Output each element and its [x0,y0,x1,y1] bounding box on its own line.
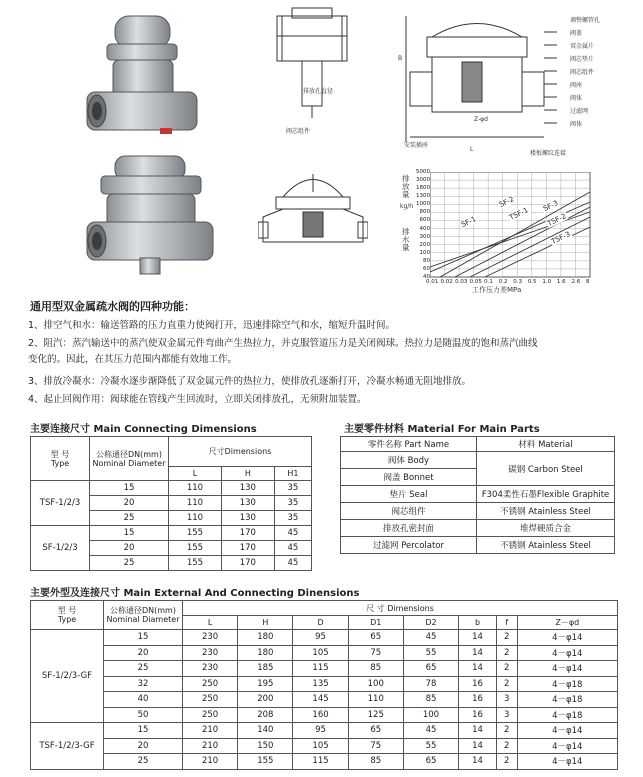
ext-h-dims: 尺 寸 Dimensions [183,601,618,616]
table-cell: 155 [169,556,222,571]
chart-xtick: 0.05 [469,279,482,285]
mat-material-cell: 不锈钢 Atainless Steel [477,537,615,554]
conn-h-dims: 尺寸Dimensions [169,437,312,467]
table-row [31,754,618,770]
chart-ylabel-bottom: 排水量 [402,227,410,252]
conn-h-H1: H1 [274,467,311,481]
cross-section-drawing [258,162,368,262]
table-cell: 14 [459,723,497,739]
chart-ytick: 1000 [416,201,430,208]
table-cell: 2 [496,645,517,661]
conn-h-type-en: Type [50,458,70,468]
function-line-3: 变化的。因此，在其压力范围内都能有效地工作。 [28,354,238,365]
table-cell: 45 [403,723,458,739]
chart-series-labels [450,180,590,260]
table-cell: 14 [459,661,497,677]
table-cell: 95 [293,630,348,646]
table-cell: 14 [459,645,497,661]
table-row [341,537,615,554]
function-line-4: 3、排放冷凝水：冷凝水逐步渐降低了双金属元件的热拉力，使排放孔逐渐打开，冷凝水畅通无阻地排放。 [28,376,472,387]
callout-2: 阀盖 [570,30,583,37]
chart-ylabel-unit: kg/h [400,203,414,210]
table-cell: 4－φ14 [517,754,617,770]
table-cell: 65 [348,723,403,739]
table-cell: 35 [274,496,311,511]
table-cell: 15 [104,630,183,646]
chart-ytick: 3000 [416,177,430,184]
callout-8: 过滤网 [570,108,589,115]
table-cell: 4－φ14 [517,723,617,739]
callout-4: 阀芯垫片 [570,56,595,63]
table-cell: 2 [496,676,517,692]
table-cell: 65 [403,661,458,677]
ext-col-header: Z－φd [517,616,617,630]
chart-ytick: 200 [419,241,430,248]
mount-label: 楼板螺纹连接 [530,150,567,157]
table-row [31,630,618,646]
chart-ytick: 600 [419,217,430,224]
table-cell: 110 [348,692,403,708]
table-cell: 20 [90,496,169,511]
assembly-drawing [402,12,572,150]
chart-xtick: 8 [586,279,590,285]
table-cell: 170 [221,526,274,541]
materials-table [340,436,615,554]
table-row [31,707,618,723]
table-cell: 45 [274,526,311,541]
mat-h-material: 材料 Material [477,437,615,452]
table-cell: 100 [403,707,458,723]
ext-col-header: L [183,616,238,630]
table-row [341,452,615,469]
callout-9: 阀体 [570,121,583,128]
table-cell: 25 [90,556,169,571]
ext-col-header: f [496,616,517,630]
table-cell: 195 [238,676,293,692]
chart-xtick: 0.3 [513,279,523,285]
mat-material-cell: 碳钢 Carbon Steel [477,452,615,486]
table-cell: 65 [348,630,403,646]
function-line-2: 2、阻汽：蒸汽输送中的蒸汽使双金属元件弯曲产生热拉力，并克服管道压力是关闭阀球。热拉力是随温度的饱和蒸汽曲线 [28,338,538,349]
valve-core-drawing [262,6,362,136]
table-row [341,486,615,503]
callout-list [570,17,640,134]
chart-ytick: 40 [423,274,430,280]
chart-ytick: 400 [419,225,430,232]
conn-h-dn-cn: 公称通径DN(mm) [96,449,162,459]
table-cell: 35 [274,511,311,526]
chart-series-label: TSF-2 [546,212,568,228]
table-cell: 4－φ18 [517,692,617,708]
table-cell: 55 [403,738,458,754]
table-cell: 155 [238,754,293,770]
mat-material-cell: 堆焊硬质合金 [477,520,615,537]
chart-series-label: TSF-3 [550,230,572,246]
table-cell: 2 [496,723,517,739]
conn-h-dn-en: Nominal Diameter [92,458,166,468]
table-cell: 95 [293,723,348,739]
table-cell: 135 [293,676,348,692]
valve-photo-bottom [85,152,215,282]
table-cell: 105 [293,738,348,754]
chart-xtick: 0.03 [455,279,468,285]
table-cell: 20 [104,738,183,754]
mat-material-cell: 不锈钢 Atainless Steel [477,503,615,520]
table-cell: 115 [293,661,348,677]
table-cell: 110 [169,511,222,526]
table-cell: 115 [293,754,348,770]
chart-xlabel: 工作压力差MPa [472,286,522,294]
ext-col-header: D2 [403,616,458,630]
table-cell: 210 [183,738,238,754]
conn-h-type-cn: 型 号 [50,449,70,459]
chart-xtick: 0.2 [498,279,508,285]
table-row [31,723,618,739]
table-cell: 2 [496,754,517,770]
chart-xtick: 0.01 [426,279,439,285]
chart-ytick: 1300 [416,193,430,200]
table-cell: 45 [274,556,311,571]
chart-ytick: 1800 [416,185,430,192]
ext-h-dn-en: Nominal Diameter [106,615,180,624]
chart-ytick: 800 [419,209,430,216]
table-cell: 4－φ14 [517,630,617,646]
ext-col-header: D [293,616,348,630]
dim-zd-label: Z-φd [474,116,488,123]
table-cell: 200 [238,692,293,708]
table-cell: 25 [104,754,183,770]
table-cell: 4－φ14 [517,645,617,661]
callout-6: 阀座 [570,82,583,89]
ext-col-header: b [459,616,497,630]
table-cell: 85 [348,661,403,677]
dim-L-label: L [470,146,474,153]
dim-B-label: B [398,55,403,62]
table-cell: 130 [221,496,274,511]
ext-col-header: D1 [348,616,403,630]
table-cell: 3 [496,692,517,708]
chart-ylabel-top: 排放量 [402,174,410,199]
table-cell: 4－φ18 [517,707,617,723]
mat-h-part: 零件名称 Part Name [341,437,477,452]
table-cell: 208 [238,707,293,723]
table-row [31,738,618,754]
callout-3: 双金属片 [570,43,595,50]
table-row [31,481,312,496]
valve-assembly-label: 阀芯组件 [286,128,311,135]
table-cell: 110 [169,481,222,496]
table-cell: 20 [104,645,183,661]
mat-part-cell: 阀盖 Bonnet [341,469,477,486]
table-cell: 155 [169,541,222,556]
table-cell: 130 [221,511,274,526]
table-cell: 210 [183,723,238,739]
mat-part-cell: 排放孔密封面 [341,520,477,537]
table-cell: 78 [403,676,458,692]
chart-series-label: TSF-1 [508,206,530,222]
table-cell: 20 [90,541,169,556]
table-cell: 75 [348,645,403,661]
connecting-title: 主要连接尺寸 Main Connecting Dimensions [30,424,257,435]
table-cell: 4－φ18 [517,676,617,692]
table-row [31,692,618,708]
table-cell: 100 [348,676,403,692]
valve-photo-top [85,14,200,144]
table-cell: 16 [459,676,497,692]
chart-ytick: 100 [419,249,430,256]
table-cell: 170 [221,541,274,556]
table-row [31,526,312,541]
table-cell: 15 [90,526,169,541]
table-cell: 14 [459,754,497,770]
table-cell: 40 [104,692,183,708]
table-cell: 15 [90,481,169,496]
table-cell: 85 [348,754,403,770]
table-cell: 185 [238,661,293,677]
connecting-table [30,436,312,571]
mat-part-cell: 阀体 Body [341,452,477,469]
table-cell: 14 [459,738,497,754]
chart-xtick: 2.6 [571,279,581,285]
function-line-1: 1、排空气和水：输送管路的压力直重力使阀打开，迅速排除空气和水，缩短升温时间。 [28,320,396,331]
chart-series-label: SF-2 [498,195,516,209]
table-cell: 160 [293,707,348,723]
table-cell: 16 [459,692,497,708]
functions-title: 通用型双金属疏水阀的四种功能： [30,300,195,313]
ext-h-type-cn: 型 号 [57,606,77,615]
table-row [341,520,615,537]
conn-type-cell: TSF-1/2/3 [31,481,90,526]
table-cell: 3 [496,707,517,723]
table-cell: 110 [169,496,222,511]
table-cell: 55 [403,645,458,661]
table-row [31,676,618,692]
table-cell: 25 [104,661,183,677]
chart-ytick: 80 [423,257,430,264]
table-cell: 2 [496,738,517,754]
chart-xtick: 0.1 [484,279,493,285]
function-line-5: 4、起止回阀作用：阀球能在管线产生回流时，立即关闭排放孔，无须附加装置。 [28,394,367,405]
table-row [31,661,618,677]
table-cell: 105 [293,645,348,661]
table-cell: 180 [238,645,293,661]
table-cell: 25 [90,511,169,526]
chart-ytick: 5000 [416,169,430,175]
chart-series-label: SF-1 [460,215,478,229]
table-cell: 230 [183,645,238,661]
chart-ytick: 300 [419,233,430,240]
table-cell: 65 [403,754,458,770]
table-cell: 15 [104,723,183,739]
table-cell: 155 [169,526,222,541]
conn-h-L: L [169,467,222,481]
table-cell: 32 [104,676,183,692]
table-cell: 230 [183,661,238,677]
conn-type-cell: SF-1/2/3 [31,526,90,571]
mat-part-cell: 过滤网 Percolator [341,537,477,554]
table-row [341,503,615,520]
table-cell: 35 [274,481,311,496]
mat-material-cell: F304柔性石墨Flexible Graphite [477,486,615,503]
discharge-hole-label: 排放孔直径 [303,88,334,95]
mat-part-cell: 垫片 Seal [341,486,477,503]
table-cell: 85 [403,692,458,708]
table-cell: 150 [238,738,293,754]
callout-5: 阀芯组件 [570,69,595,76]
ext-h-type-en: Type [57,615,77,624]
callout-1: 调整螺管孔 [570,17,601,24]
chart-xtick: 0.02 [440,279,453,285]
table-cell: 145 [293,692,348,708]
table-cell: 2 [496,661,517,677]
ext-type-cell: SF-1/2/3-GF [31,630,104,723]
external-table [30,600,618,770]
table-cell: 75 [348,738,403,754]
install-dir-label: 安装插座 [404,142,429,149]
chart-ytick: 60 [423,265,430,272]
table-cell: 140 [238,723,293,739]
table-cell: 2 [496,630,517,646]
table-cell: 210 [183,754,238,770]
table-cell: 130 [221,481,274,496]
table-cell: 45 [274,541,311,556]
table-cell: 250 [183,707,238,723]
conn-h-H: H [221,467,274,481]
table-cell: 50 [104,707,183,723]
table-cell: 125 [348,707,403,723]
ext-col-header: H [238,616,293,630]
table-cell: 45 [403,630,458,646]
table-cell: 14 [459,630,497,646]
table-cell: 250 [183,692,238,708]
table-cell: 250 [183,676,238,692]
table-row [31,645,618,661]
chart-xtick: 0.5 [527,279,537,285]
table-cell: 180 [238,630,293,646]
mat-part-cell: 阀芯组件 [341,503,477,520]
chart-xtick: 1.6 [556,279,566,285]
table-cell: 170 [221,556,274,571]
chart-series-label: SF-3 [542,199,560,213]
table-cell: 4－φ14 [517,661,617,677]
table-cell: 16 [459,707,497,723]
chart-xtick: 1.0 [542,279,552,285]
table-cell: 4－φ14 [517,738,617,754]
ext-type-cell: TSF-1/2/3-GF [31,723,104,770]
table-cell: 230 [183,630,238,646]
external-title: 主要外型及连接尺寸 Main External And Connecting Dinensions [30,588,360,599]
materials-title: 主要零件材料 Material For Main Parts [344,424,540,435]
callout-7: 阀体 [570,95,583,102]
ext-h-dn-cn: 公称通径DN(mm) [110,606,176,615]
